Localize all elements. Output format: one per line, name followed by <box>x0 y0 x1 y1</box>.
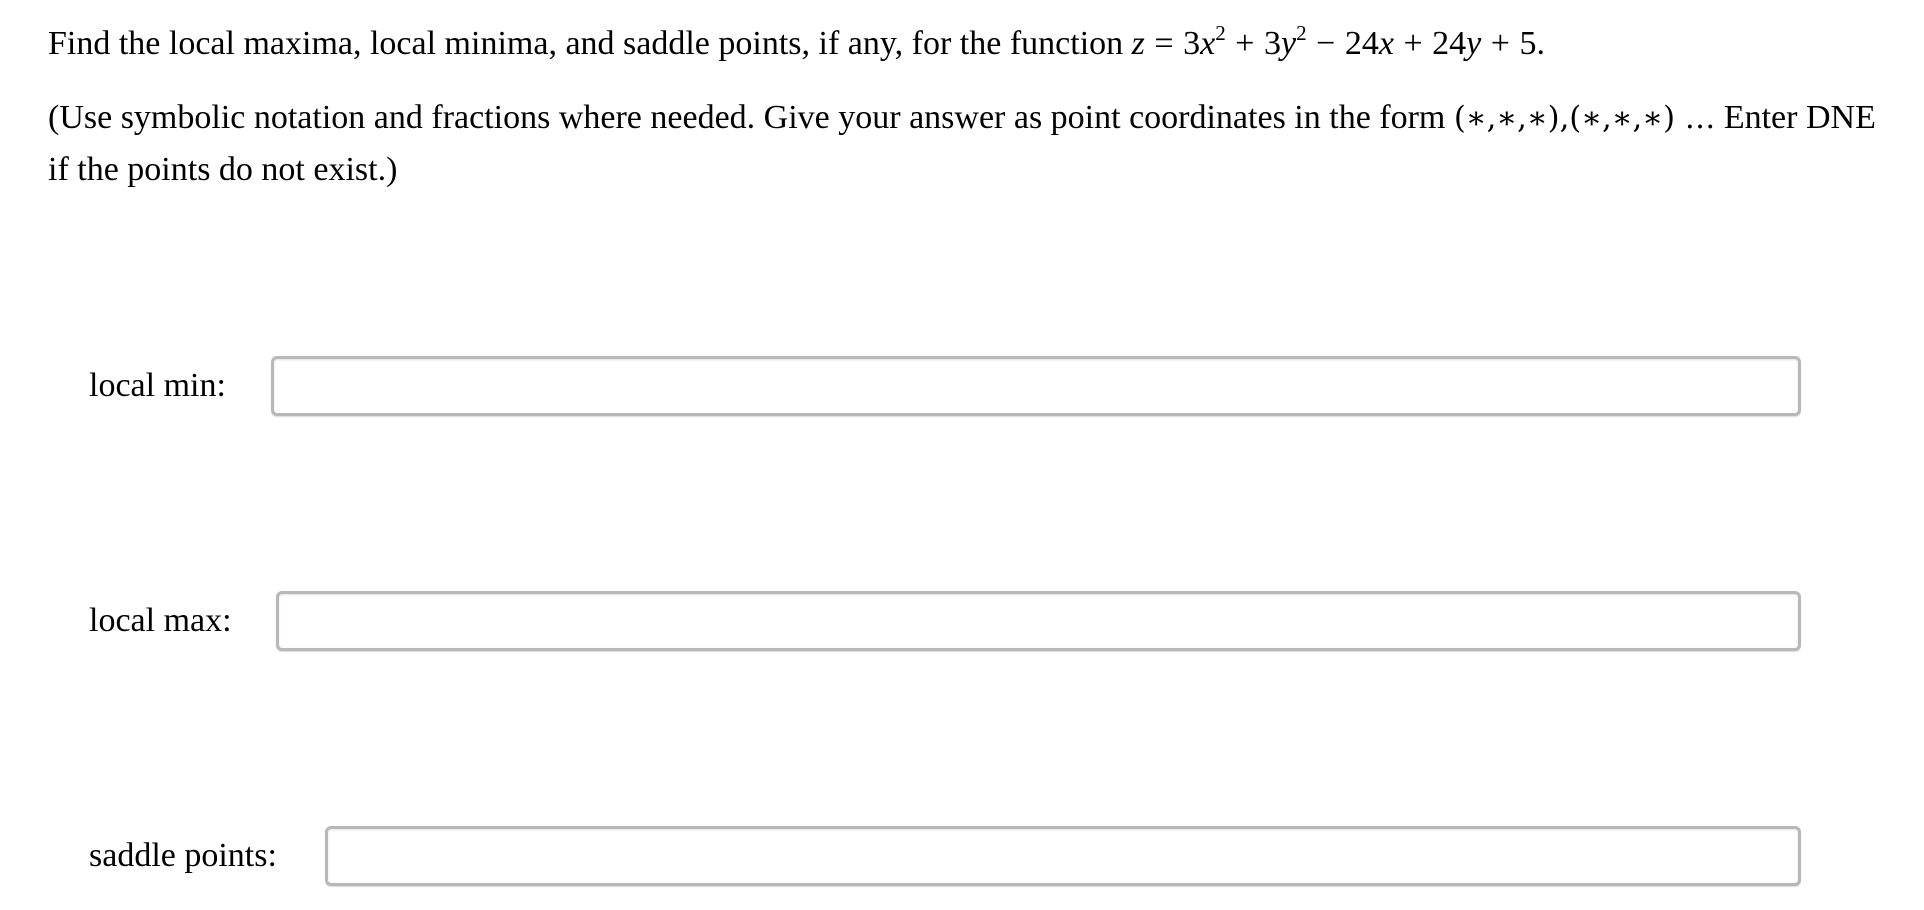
instructions-text: (Use symbolic notation and fractions where needed. Give your answer as point coordinates in the form <box>48 99 1446 136</box>
local-max-label: local max: <box>89 602 232 639</box>
local-min-label: local min: <box>89 367 226 404</box>
saddle-points-input[interactable] <box>325 826 1801 886</box>
instructions-dne-text: Enter DNE if the points do not exist.) <box>48 99 1876 188</box>
question-statement <box>48 18 1898 69</box>
function-expression: $z = 3x^2 + 3y^2 - 24x + 24y + 5$. <box>1131 20 1545 62</box>
local-min-input[interactable] <box>271 356 1801 416</box>
question-instructions <box>48 92 1898 195</box>
coordinate-form-example: (∗,∗,∗),(∗,∗,∗) … <box>1453 101 1716 136</box>
question-text: Find the local maxima, local minima, and saddle points, if any, for the function <box>48 25 1124 62</box>
local-max-input[interactable] <box>276 591 1801 651</box>
question-prompt <box>48 18 1898 195</box>
saddle-points-label: saddle points: <box>89 837 277 874</box>
